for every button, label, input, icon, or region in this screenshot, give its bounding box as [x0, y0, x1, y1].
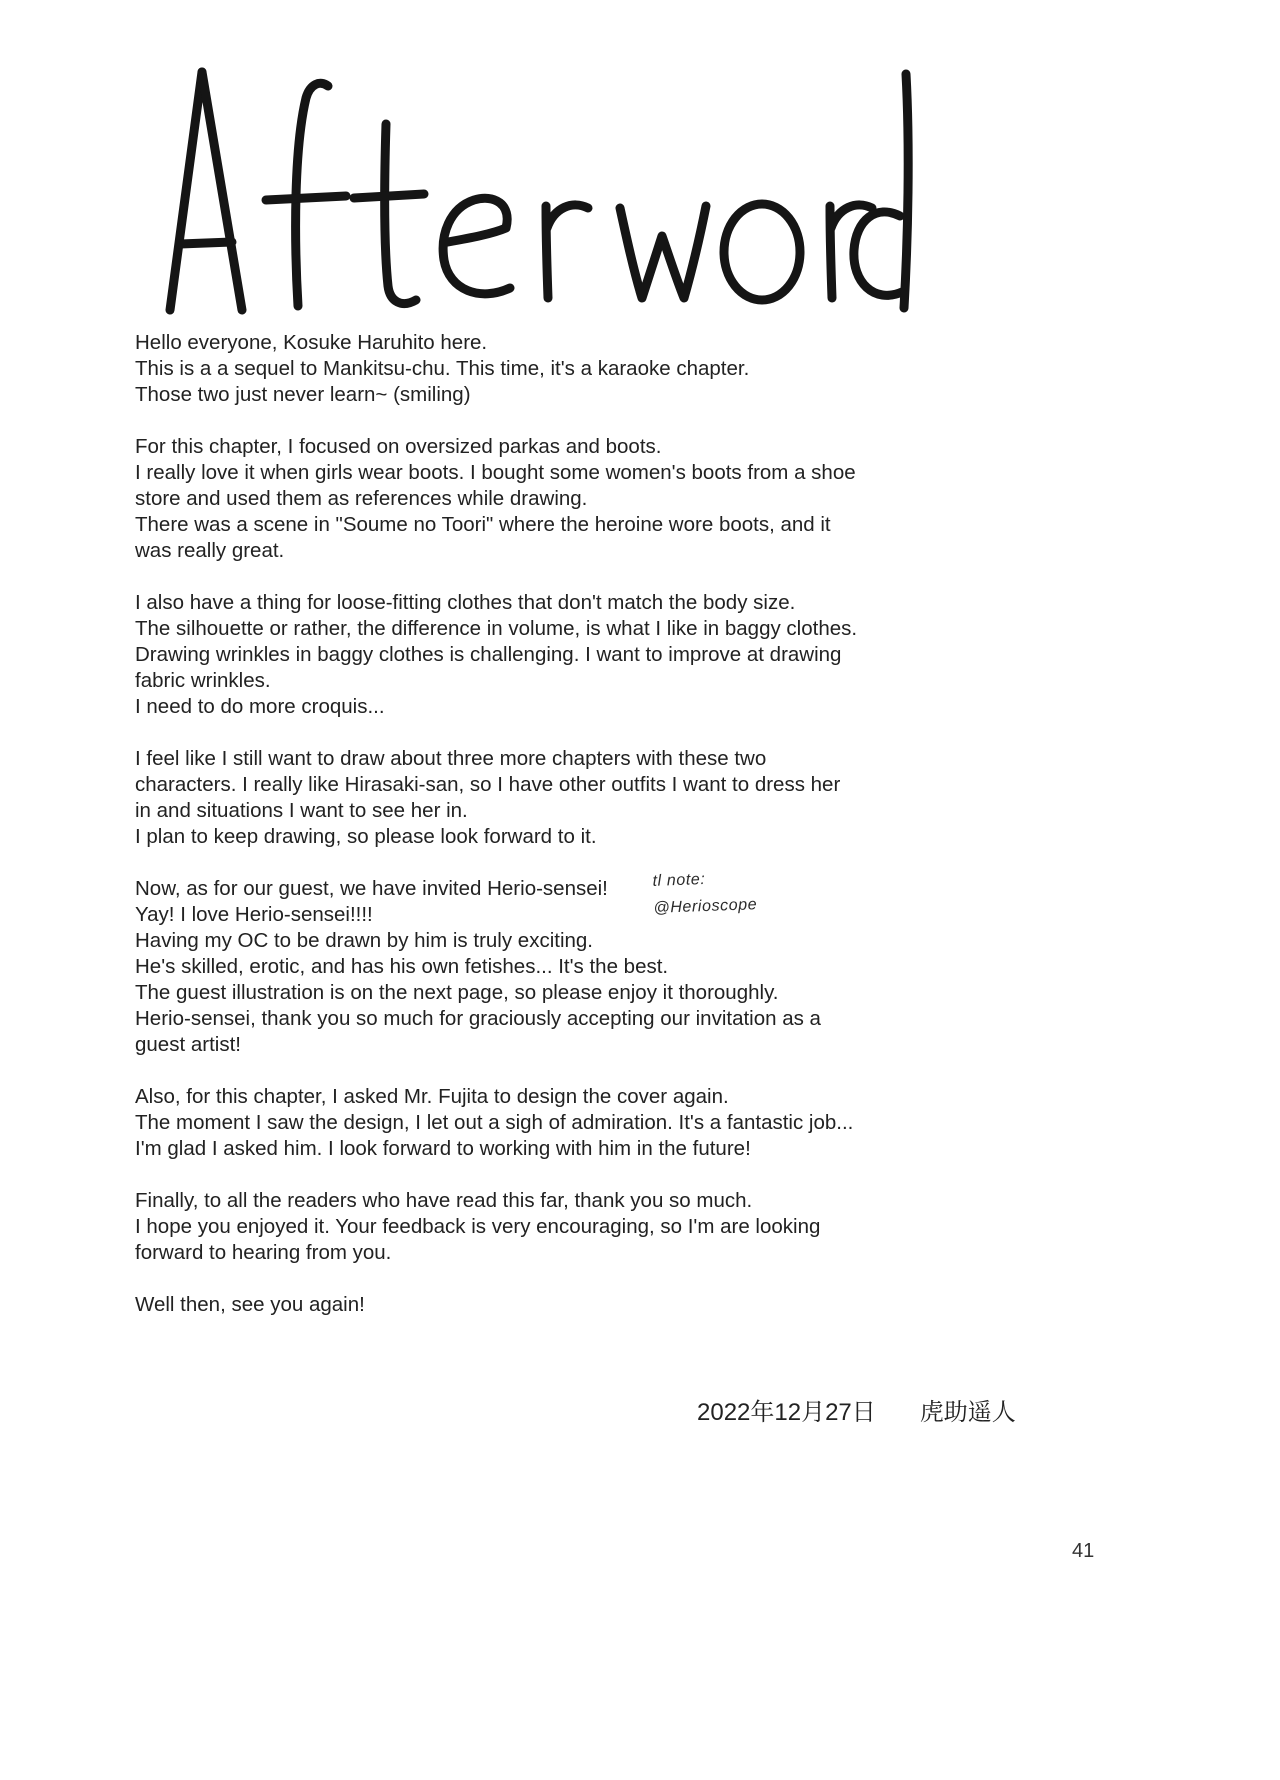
text-line: Also, for this chapter, I asked Mr. Fujita to design the cover again. [135, 1085, 729, 1108]
signoff-author: 虎助遥人 [919, 1399, 1016, 1426]
text-line: I need to do more croquis... [135, 695, 385, 718]
text-line: He's skilled, erotic, and has his own fetishes... It's the best. [135, 955, 669, 978]
text-line: forward to hearing from you. [135, 1241, 392, 1264]
text-line: Those two just never learn~ (smiling) [135, 383, 471, 406]
text-line: Now, as for our guest, we have invited Herio-sensei! [135, 877, 608, 900]
paragraph-cover-design [135, 1084, 955, 1162]
text-line: I also have a thing for loose-fitting clothes that don't match the body size. [135, 591, 796, 614]
tl-note-handle: @Herioscope [653, 896, 758, 917]
text-line: I feel like I still want to draw about three more chapters with these two [135, 747, 767, 770]
paragraph-greeting [135, 330, 955, 408]
text-line: Well then, see you again! [135, 1293, 365, 1316]
text-line: For this chapter, I focused on oversized parkas and boots. [135, 435, 662, 458]
page-number: 41 [1072, 1540, 1095, 1562]
text-line: I plan to keep drawing, so please look forward to it. [135, 825, 597, 848]
text-line: I really love it when girls wear boots. I bought some women's boots from a shoe [135, 461, 856, 484]
text-line: I hope you enjoyed it. Your feedback is very encouraging, so I'm are looking [135, 1215, 821, 1238]
text-line: Herio-sensei, thank you so much for graciously accepting our invitation as a [135, 1007, 821, 1030]
text-line: guest artist! [135, 1033, 241, 1056]
tl-note-label: tl note: [652, 870, 706, 890]
text-line: Yay! I love Herio-sensei!!!! [135, 903, 373, 926]
text-line: The guest illustration is on the next page, so please enjoy it thoroughly. [135, 981, 779, 1004]
afterword-body [135, 330, 955, 1318]
text-line: Having my OC to be drawn by him is truly exciting. [135, 929, 593, 952]
text-line: fabric wrinkles. [135, 669, 271, 692]
text-line: The moment I saw the design, I let out a sigh of admiration. It's a fantastic job... [135, 1111, 854, 1134]
tl-note [652, 864, 758, 922]
text-line: This is a a sequel to Mankitsu-chu. This time, it's a karaoke chapter. [135, 357, 750, 380]
text-line: store and used them as references while drawing. [135, 487, 588, 510]
afterword-title-art [148, 58, 928, 323]
text-line: characters. I really like Hirasaki-san, so I have other outfits I want to dress her [135, 773, 841, 796]
signoff-date: 2022年12月27日 [697, 1399, 876, 1426]
text-line: in and situations I want to see her in. [135, 799, 468, 822]
paragraph-thanks-readers [135, 1188, 955, 1266]
text-line: There was a scene in "Soume no Toori" where the heroine wore boots, and it [135, 513, 831, 536]
text-line: The silhouette or rather, the difference in volume, is what I like in baggy clothes. [135, 617, 858, 640]
signoff [697, 1392, 1016, 1427]
text-line: Hello everyone, Kosuke Haruhito here. [135, 331, 488, 354]
paragraph-farewell [135, 1292, 955, 1318]
text-line: Finally, to all the readers who have read this far, thank you so much. [135, 1189, 753, 1212]
paragraph-boots [135, 434, 955, 564]
text-line: was really great. [135, 539, 285, 562]
paragraph-baggy-clothes [135, 590, 955, 720]
text-line: I'm glad I asked him. I look forward to working with him in the future! [135, 1137, 751, 1160]
paragraph-guest-artist [135, 876, 955, 1058]
page-title [148, 58, 928, 323]
paragraph-future-chapters [135, 746, 955, 850]
text-line: Drawing wrinkles in baggy clothes is challenging. I want to improve at drawing [135, 643, 842, 666]
